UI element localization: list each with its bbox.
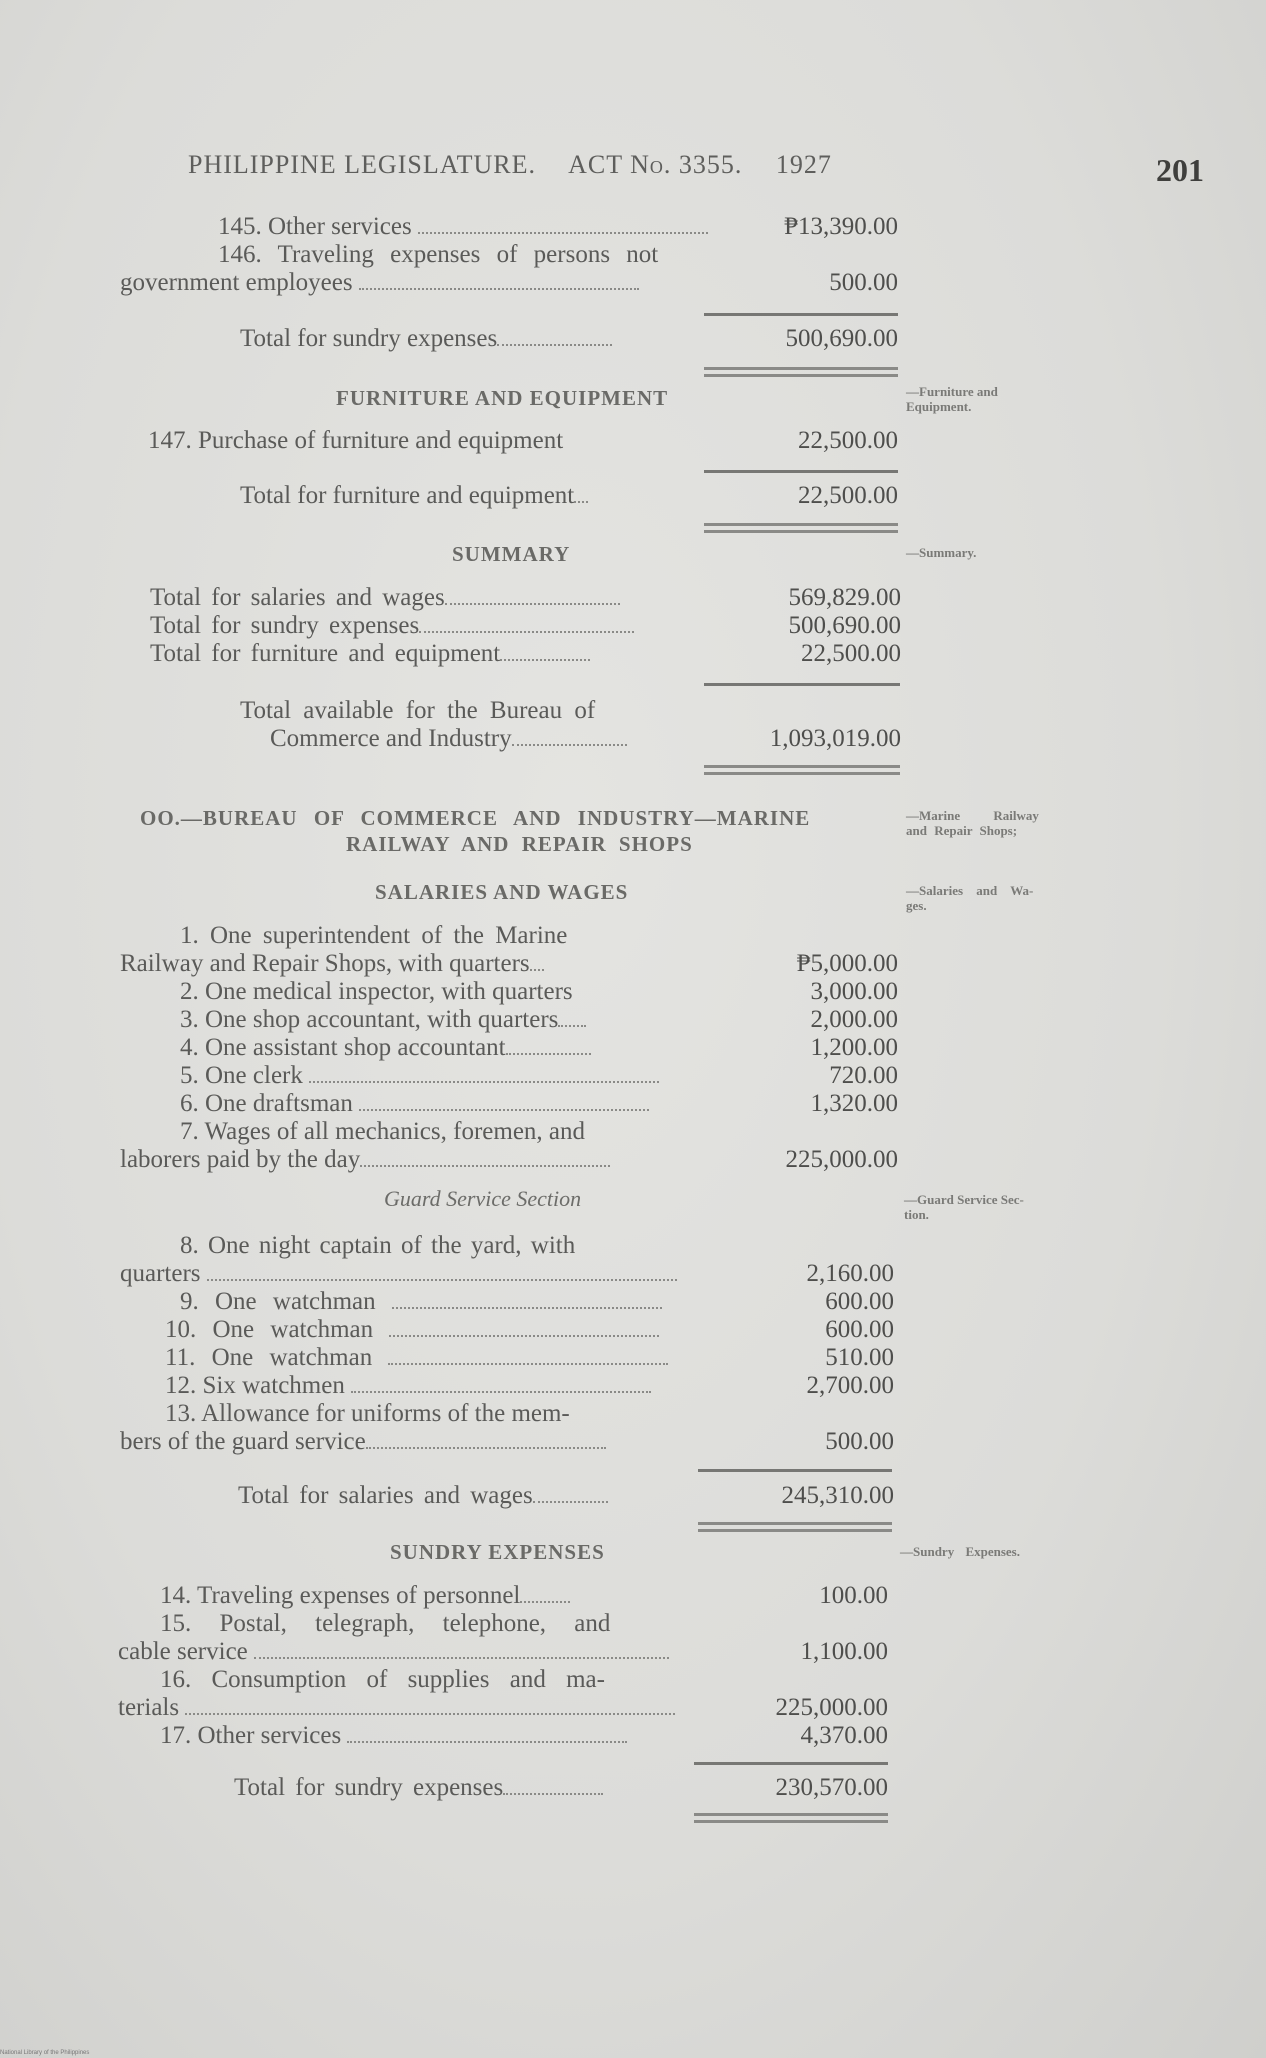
line-item: 8. One night captain of the yard, with — [180, 1232, 576, 1259]
summary-line: Total for sundry expenses — [150, 612, 634, 640]
margin-note: —Summary. — [906, 545, 977, 560]
line-item: 145. Other services — [218, 213, 708, 241]
total-line: Total for sundry expenses — [240, 325, 612, 353]
line-item: quarters — [120, 1260, 677, 1288]
amount: 500.00 — [829, 269, 898, 296]
section-heading-sundry: SUNDRY EXPENSES — [390, 1540, 605, 1564]
amount: 600.00 — [825, 1316, 894, 1343]
amount: 22,500.00 — [798, 482, 898, 509]
line-item: 13. Allowance for uniforms of the mem- — [165, 1400, 570, 1427]
sum-rule — [704, 313, 898, 316]
total-line: Total for salaries and wages — [238, 1482, 608, 1510]
summary-line: Total for salaries and wages — [150, 584, 620, 612]
total-line: Commerce and Industry — [270, 725, 627, 753]
line-item: 10. One watchman — [165, 1316, 659, 1344]
sum-rule — [704, 683, 900, 686]
amount: 225,000.00 — [775, 1694, 888, 1721]
line-item: 5. One clerk — [180, 1062, 659, 1090]
line-item: 15. Postal, telegraph, telephone, and — [160, 1610, 611, 1637]
line-item: cable service — [118, 1638, 669, 1666]
amount: 4,370.00 — [800, 1722, 888, 1749]
margin-note: —Sundry Expenses. — [900, 1544, 1020, 1559]
summary-line: Total for furniture and equipment — [150, 640, 590, 668]
line-item: 147. Purchase of furniture and equipment — [148, 427, 564, 454]
amount: 500,690.00 — [785, 325, 898, 352]
amount: ₱13,390.00 — [784, 213, 898, 240]
total-line: Total for furniture and equipment — [240, 482, 588, 510]
amount: 2,000.00 — [810, 1006, 898, 1033]
amount: 600.00 — [825, 1288, 894, 1315]
line-item: laborers paid by the day — [120, 1146, 610, 1174]
amount: 100.00 — [819, 1582, 888, 1609]
amount: 569,829.00 — [788, 584, 901, 611]
section-heading-marine: OO.—BUREAU OF COMMERCE AND INDUSTRY—MARINE — [140, 806, 811, 830]
line-item: 12. Six watchmen — [165, 1372, 651, 1400]
line-item: 2. One medical inspector, with quarters — [180, 978, 573, 1005]
total-line: Total for sundry expenses — [234, 1774, 603, 1802]
total-line: Total available for the Bureau of — [240, 697, 596, 724]
double-rule — [704, 523, 898, 533]
double-rule — [704, 765, 900, 775]
line-item: 16. Consumption of supplies and ma- — [160, 1666, 605, 1693]
margin-note: —Salaries and Wa- ges. — [906, 883, 1034, 913]
margin-note: —Marine Railway and Repair Shops; — [906, 808, 1039, 838]
double-rule — [704, 367, 898, 377]
sum-rule — [698, 1469, 892, 1472]
amount: 720.00 — [829, 1062, 898, 1089]
line-item: 14. Traveling expenses of personnel — [160, 1582, 570, 1610]
section-heading-summary: SUMMARY — [452, 542, 571, 566]
amount: 245,310.00 — [781, 1482, 894, 1509]
amount: 500,690.00 — [788, 612, 901, 639]
line-item: 11. One watchman — [165, 1344, 668, 1372]
amount: 2,700.00 — [806, 1372, 894, 1399]
line-item: 7. Wages of all mechanics, foremen, and — [180, 1118, 586, 1145]
amount: 225,000.00 — [785, 1146, 898, 1173]
amount: ₱5,000.00 — [796, 950, 898, 977]
amount: 22,500.00 — [801, 640, 901, 667]
archive-stamp: National Library of the Philippines — [0, 2050, 90, 2056]
double-rule — [694, 1813, 888, 1823]
line-item: 4. One assistant shop accountant — [180, 1034, 591, 1062]
line-item: bers of the guard service — [120, 1428, 606, 1456]
header-act: ACT No. 3355. — [568, 150, 743, 179]
line-item: Railway and Repair Shops, with quarters — [120, 950, 544, 978]
line-item: 17. Other services — [160, 1722, 627, 1750]
section-heading-furniture: FURNITURE AND EQUIPMENT — [336, 386, 669, 410]
section-heading-salaries: SALARIES AND WAGES — [375, 880, 629, 904]
running-header — [188, 150, 858, 180]
subsection-guard: Guard Service Section — [384, 1186, 582, 1211]
margin-note: —Furniture and Equipment. — [906, 384, 998, 414]
amount: 2,160.00 — [806, 1260, 894, 1287]
double-rule — [698, 1522, 892, 1532]
amount: 1,100.00 — [800, 1638, 888, 1665]
sum-rule — [694, 1762, 888, 1765]
line-item: 6. One draftsman — [180, 1090, 649, 1118]
line-item: 1. One superintendent of the Marine — [180, 922, 568, 949]
amount: 1,093,019.00 — [769, 725, 901, 752]
line-item: 3. One shop accountant, with quarters — [180, 1006, 586, 1034]
margin-note: —Guard Service Sec- tion. — [904, 1192, 1024, 1222]
line-item: 9. One watchman — [180, 1288, 662, 1316]
header-year: 1927 — [775, 150, 832, 179]
header-title: PHILIPPINE LEGISLATURE. — [188, 150, 536, 179]
amount: 1,320.00 — [810, 1090, 898, 1117]
page-number: 201 — [1156, 152, 1204, 188]
line-item: 146. Traveling expenses of persons not — [218, 241, 659, 268]
amount: 510.00 — [825, 1344, 894, 1371]
amount: 1,200.00 — [810, 1034, 898, 1061]
amount: 230,570.00 — [775, 1774, 888, 1801]
amount: 22,500.00 — [798, 427, 898, 454]
amount: 3,000.00 — [810, 978, 898, 1005]
amount: 500.00 — [825, 1428, 894, 1455]
sum-rule — [704, 470, 898, 473]
line-item: terials — [118, 1694, 675, 1722]
line-item: government employees — [120, 269, 639, 297]
section-heading-marine-2: RAILWAY AND REPAIR SHOPS — [346, 832, 693, 856]
